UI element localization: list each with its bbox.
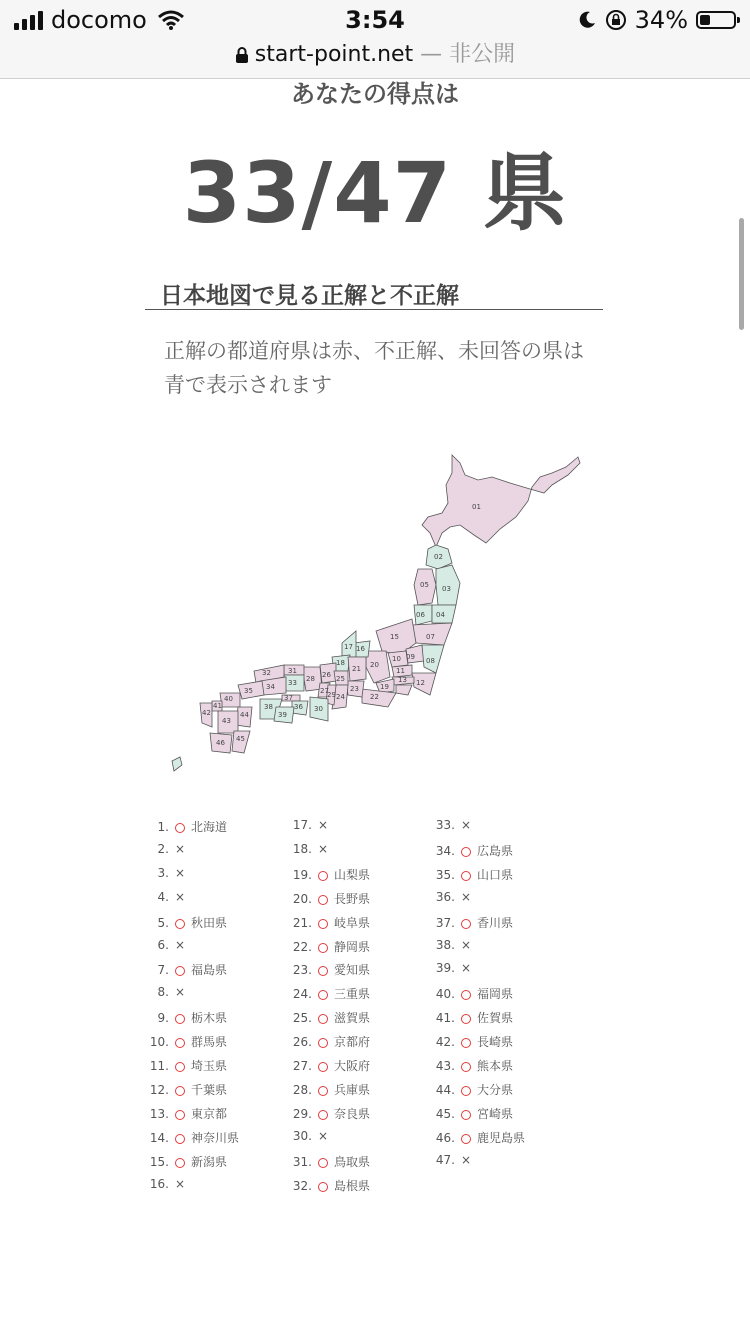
map-label: 05 xyxy=(420,581,429,589)
result-row xyxy=(145,914,227,938)
incorrect-mark: × xyxy=(175,889,186,904)
result-number: 47. xyxy=(435,1152,455,1167)
result-row xyxy=(431,866,513,890)
map-label: 32 xyxy=(262,669,271,677)
result-row xyxy=(431,842,513,866)
result-row xyxy=(145,1081,227,1105)
map-label: 11 xyxy=(396,667,405,675)
map-label: 03 xyxy=(442,585,451,593)
map-label: 45 xyxy=(236,735,245,743)
result-row xyxy=(145,1129,239,1153)
incorrect-mark: × xyxy=(318,818,329,832)
result-row xyxy=(431,890,471,914)
correct-circle-icon xyxy=(175,1110,185,1120)
map-label: 35 xyxy=(244,687,253,695)
result-row xyxy=(145,1105,227,1129)
result-row xyxy=(431,985,513,1009)
map-label: 31 xyxy=(288,667,297,675)
correct-circle-icon xyxy=(318,1086,328,1096)
result-prefecture-name: 新潟県 xyxy=(191,1154,228,1169)
correct-circle-icon xyxy=(318,1182,328,1192)
map-label: 37 xyxy=(284,694,293,702)
result-prefecture-name: 大分県 xyxy=(477,1082,514,1097)
result-prefecture-name: 福島県 xyxy=(191,963,228,978)
region-47 xyxy=(172,757,182,771)
result-prefecture-name: 島根県 xyxy=(334,1178,371,1193)
score-label: あなたの得点は xyxy=(291,80,459,108)
result-number: 4. xyxy=(157,889,169,904)
result-prefecture-name: 大阪府 xyxy=(334,1059,371,1073)
result-number: 37. xyxy=(435,915,455,930)
result-prefecture-name: 千葉県 xyxy=(191,1082,228,1097)
section-title: 日本地図で見る正解と不正解 xyxy=(160,283,459,309)
correct-circle-icon xyxy=(175,823,185,833)
result-number: 30. xyxy=(292,1128,312,1143)
map-label: 12 xyxy=(416,679,425,687)
result-number: 31. xyxy=(292,1154,312,1169)
correct-circle-icon xyxy=(318,1062,328,1072)
result-row xyxy=(145,1033,227,1057)
correct-circle-icon xyxy=(175,1086,185,1096)
result-row xyxy=(145,890,185,914)
result-number: 22. xyxy=(292,939,312,954)
map-label: 28 xyxy=(306,675,315,683)
section-divider xyxy=(145,309,603,310)
correct-circle-icon xyxy=(318,1014,328,1024)
result-number: 15. xyxy=(149,1154,169,1169)
map-label: 02 xyxy=(434,553,443,561)
result-prefecture-name: 愛知県 xyxy=(334,963,371,978)
map-label: 42 xyxy=(202,709,211,717)
scrollbar[interactable] xyxy=(739,218,744,330)
result-prefecture-name: 北海道 xyxy=(191,820,228,834)
result-number: 8. xyxy=(157,985,169,1000)
map-label: 46 xyxy=(216,739,225,747)
result-row xyxy=(288,1129,328,1153)
result-prefecture-name: 熊本県 xyxy=(477,1059,514,1073)
result-row xyxy=(288,1033,370,1057)
lock-icon xyxy=(235,46,249,64)
result-row xyxy=(145,985,185,1009)
result-row xyxy=(431,1057,513,1081)
map-label: 20 xyxy=(370,661,379,669)
map-label: 30 xyxy=(314,705,323,713)
result-number: 36. xyxy=(435,889,455,904)
correct-circle-icon xyxy=(175,1134,185,1144)
result-number: 39. xyxy=(435,961,455,976)
correct-circle-icon xyxy=(318,871,328,881)
correct-circle-icon xyxy=(461,847,471,857)
score-value: 33/47 県 xyxy=(182,144,568,242)
result-row xyxy=(145,1057,227,1081)
map-label: 18 xyxy=(336,659,345,667)
url-domain: start-point.net xyxy=(254,42,414,67)
incorrect-mark: × xyxy=(461,1152,472,1167)
region-14 xyxy=(396,685,412,695)
map-label: 39 xyxy=(278,711,287,719)
result-prefecture-name: 岐阜県 xyxy=(334,915,371,930)
result-row xyxy=(288,842,328,866)
result-number: 10. xyxy=(149,1035,169,1050)
result-number: 35. xyxy=(435,867,455,882)
incorrect-mark: × xyxy=(461,889,472,904)
result-prefecture-name: 群馬県 xyxy=(191,1035,228,1050)
result-prefecture-name: 佐賀県 xyxy=(477,1011,514,1026)
correct-circle-icon xyxy=(175,1158,185,1168)
map-label: 13 xyxy=(398,676,407,684)
map-label: 29 xyxy=(327,691,336,699)
map-label: 44 xyxy=(240,711,249,719)
result-row xyxy=(145,1009,227,1033)
result-number: 6. xyxy=(157,937,169,952)
correct-circle-icon xyxy=(318,895,328,905)
result-row xyxy=(431,961,471,985)
result-row xyxy=(431,1153,471,1177)
correct-circle-icon xyxy=(318,1110,328,1120)
result-number: 19. xyxy=(292,867,312,882)
carrier-name: docomo xyxy=(51,6,147,34)
result-number: 27. xyxy=(292,1059,312,1073)
result-row xyxy=(145,866,185,890)
map-label: 04 xyxy=(436,611,445,619)
map-regions xyxy=(172,455,580,771)
correct-circle-icon xyxy=(461,990,471,1000)
result-row xyxy=(431,938,471,962)
map-label: 10 xyxy=(392,655,401,663)
map-label: 08 xyxy=(426,657,435,665)
result-prefecture-name: 東京都 xyxy=(191,1106,228,1121)
map-label: 22 xyxy=(370,693,379,701)
map-label: 01 xyxy=(472,503,481,511)
correct-circle-icon xyxy=(318,943,328,953)
result-prefecture-name: 香川県 xyxy=(477,915,514,930)
moon-icon xyxy=(577,10,597,30)
incorrect-mark: × xyxy=(175,1176,186,1191)
result-number: 20. xyxy=(292,891,312,906)
incorrect-mark: × xyxy=(318,1128,329,1143)
result-number: 7. xyxy=(157,963,169,978)
map-label: 25 xyxy=(336,675,345,683)
result-row xyxy=(288,985,370,1009)
correct-circle-icon xyxy=(318,1158,328,1168)
incorrect-mark: × xyxy=(461,961,472,976)
battery-percent: 34% xyxy=(634,6,688,34)
incorrect-mark: × xyxy=(461,818,472,832)
map-label: 43 xyxy=(222,717,231,725)
result-number: 29. xyxy=(292,1106,312,1121)
correct-circle-icon xyxy=(175,1062,185,1072)
correct-circle-icon xyxy=(318,966,328,976)
result-number: 14. xyxy=(149,1130,169,1145)
battery-icon xyxy=(696,11,736,29)
result-row xyxy=(431,1129,525,1153)
map-label: 23 xyxy=(350,685,359,693)
result-row xyxy=(288,1105,370,1129)
result-row xyxy=(145,1153,227,1177)
result-row xyxy=(431,1009,513,1033)
correct-circle-icon xyxy=(318,1038,328,1048)
map-label: 24 xyxy=(336,693,345,701)
correct-circle-icon xyxy=(318,990,328,1000)
map-label: 09 xyxy=(406,653,415,661)
result-row xyxy=(288,818,328,842)
result-number: 25. xyxy=(292,1011,312,1026)
status-bar xyxy=(0,0,750,40)
result-prefecture-name: 鳥取県 xyxy=(334,1154,371,1169)
result-number: 26. xyxy=(292,1035,312,1050)
status-icons xyxy=(577,6,736,34)
result-prefecture-name: 奈良県 xyxy=(334,1106,371,1121)
result-row xyxy=(288,938,370,962)
result-row xyxy=(145,938,185,962)
result-prefecture-name: 長崎県 xyxy=(477,1035,514,1050)
incorrect-mark: × xyxy=(175,841,186,856)
result-row xyxy=(288,1057,370,1081)
clock: 3:54 xyxy=(345,6,405,34)
correct-circle-icon xyxy=(461,1134,471,1144)
result-row xyxy=(431,818,471,842)
incorrect-mark: × xyxy=(461,937,472,952)
map-label: 38 xyxy=(264,703,273,711)
incorrect-mark: × xyxy=(175,985,186,1000)
result-number: 44. xyxy=(435,1082,455,1097)
result-row xyxy=(288,961,370,985)
correct-circle-icon xyxy=(461,1062,471,1072)
result-number: 3. xyxy=(157,865,169,880)
result-prefecture-name: 栃木県 xyxy=(191,1011,228,1026)
result-number: 40. xyxy=(435,987,455,1002)
correct-circle-icon xyxy=(175,1038,185,1048)
correct-circle-icon xyxy=(461,1014,471,1024)
result-number: 43. xyxy=(435,1059,455,1073)
result-row xyxy=(288,1081,370,1105)
result-number: 33. xyxy=(435,818,455,832)
region-01 xyxy=(422,455,580,547)
map-label: 36 xyxy=(294,703,303,711)
result-number: 13. xyxy=(149,1106,169,1121)
result-number: 41. xyxy=(435,1011,455,1026)
result-prefecture-name: 静岡県 xyxy=(334,939,371,954)
result-row xyxy=(431,1081,513,1105)
japan-map xyxy=(160,445,590,785)
result-number: 2. xyxy=(157,841,169,856)
result-prefecture-name: 山口県 xyxy=(477,867,514,882)
map-label: 33 xyxy=(288,679,297,687)
result-number: 45. xyxy=(435,1106,455,1121)
result-prefecture-name: 山梨県 xyxy=(334,867,371,882)
result-row xyxy=(288,890,370,914)
result-number: 21. xyxy=(292,915,312,930)
map-label: 21 xyxy=(352,665,361,673)
result-number: 32. xyxy=(292,1178,312,1193)
result-row xyxy=(145,1177,185,1201)
section-description: 正解の都道府県は赤、不正解、未回答の県は青で表示されます xyxy=(164,339,584,397)
map-label: 15 xyxy=(390,633,399,641)
incorrect-mark: × xyxy=(175,865,186,880)
result-prefecture-name: 長野県 xyxy=(334,891,371,906)
map-label: 40 xyxy=(224,695,233,703)
result-number: 12. xyxy=(149,1082,169,1097)
map-label: 06 xyxy=(416,611,425,619)
correct-circle-icon xyxy=(175,966,185,976)
result-number: 1. xyxy=(157,820,169,834)
map-label: 41 xyxy=(213,702,222,710)
result-number: 23. xyxy=(292,963,312,978)
result-row xyxy=(288,1009,370,1033)
map-label: 34 xyxy=(266,683,275,691)
result-prefecture-name: 京都府 xyxy=(334,1035,371,1050)
result-prefecture-name: 宮崎県 xyxy=(477,1106,514,1121)
result-prefecture-name: 鹿児島県 xyxy=(477,1130,526,1145)
result-row xyxy=(145,961,227,985)
map-label: 26 xyxy=(322,671,331,679)
correct-circle-icon xyxy=(461,871,471,881)
result-row xyxy=(431,914,513,938)
url-privacy-label: — 非公開 xyxy=(413,42,516,67)
result-prefecture-name: 滋賀県 xyxy=(334,1011,371,1026)
result-number: 34. xyxy=(435,843,455,858)
result-prefecture-name: 埼玉県 xyxy=(191,1059,228,1073)
result-number: 38. xyxy=(435,937,455,952)
incorrect-mark: × xyxy=(175,937,186,952)
result-number: 28. xyxy=(292,1082,312,1097)
result-row xyxy=(145,818,227,842)
correct-circle-icon xyxy=(175,1014,185,1024)
correct-circle-icon xyxy=(461,1086,471,1096)
result-number: 5. xyxy=(157,915,169,930)
result-prefecture-name: 兵庫県 xyxy=(334,1082,371,1097)
result-row xyxy=(288,1177,370,1201)
result-row xyxy=(288,914,370,938)
result-row xyxy=(288,1153,370,1177)
correct-circle-icon xyxy=(175,919,185,929)
result-prefecture-name: 福岡県 xyxy=(477,987,514,1002)
map-label: 17 xyxy=(344,643,353,651)
result-number: 46. xyxy=(435,1130,455,1145)
result-prefecture-name: 三重県 xyxy=(334,987,371,1002)
map-label: 27 xyxy=(320,687,329,695)
correct-circle-icon xyxy=(461,1110,471,1120)
map-label: 19 xyxy=(380,683,389,691)
result-row xyxy=(431,1033,513,1057)
result-number: 16. xyxy=(149,1176,169,1191)
result-prefecture-name: 神奈川県 xyxy=(191,1130,240,1145)
result-number: 18. xyxy=(292,841,312,856)
correct-circle-icon xyxy=(461,1038,471,1048)
map-label: 07 xyxy=(426,633,435,641)
result-number: 11. xyxy=(149,1059,169,1073)
result-number: 24. xyxy=(292,987,312,1002)
result-number: 17. xyxy=(292,818,312,832)
result-row xyxy=(145,842,185,866)
result-prefecture-name: 秋田県 xyxy=(191,915,228,930)
map-label: 16 xyxy=(356,645,365,653)
correct-circle-icon xyxy=(318,919,328,929)
correct-circle-icon xyxy=(461,919,471,929)
incorrect-mark: × xyxy=(318,841,329,856)
result-number: 9. xyxy=(157,1011,169,1026)
result-row xyxy=(288,866,370,890)
result-number: 42. xyxy=(435,1035,455,1050)
result-prefecture-name: 広島県 xyxy=(477,843,514,858)
result-row xyxy=(431,1105,513,1129)
rotation-lock-icon xyxy=(605,9,627,31)
